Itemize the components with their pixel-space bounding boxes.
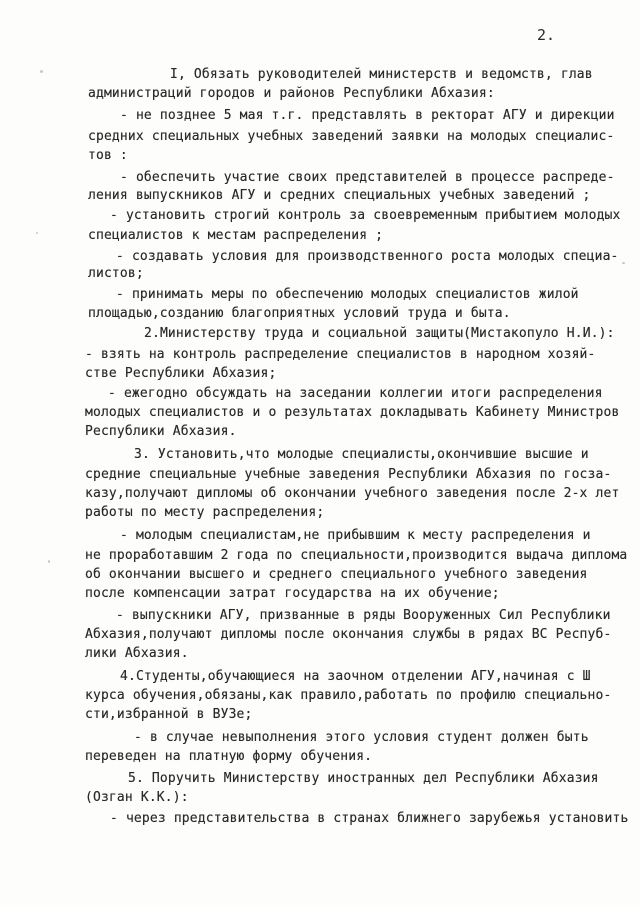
text-line: стве Республики Абхазия; xyxy=(85,366,277,381)
text-line: тов : xyxy=(88,148,128,163)
text-line: (Озган К.К.): xyxy=(85,790,189,805)
text-line: - в случае невыполнения этого условия студент должен быть xyxy=(134,730,589,745)
text-line: площадью,созданию благоприятных условий труда и быта. xyxy=(88,306,511,321)
text-line: - обеспечить участие своих представителей в процессе распреде- xyxy=(120,170,615,185)
text-line: - принимать меры по обеспечению молодых специалистов жилой xyxy=(116,287,579,302)
text-line: Абхазия,получают дипломы после окончания службы в рядах ВС Респуб- xyxy=(85,627,612,642)
text-line: - взять на контроль распределение специалистов в народном хозяй- xyxy=(85,347,596,362)
text-line: I, Обязать руководителей министерств и ведомств, глав xyxy=(170,67,593,82)
text-line: средних специальных учебных заведений заявки на молодых специалис- xyxy=(88,129,615,144)
text-line: об окончании высшего и среднего специального учебного заведения xyxy=(85,567,588,582)
scan-speck xyxy=(40,70,43,73)
text-line: 5. Поручить Министерству иностранных дел Республики Абхазия xyxy=(128,771,599,786)
text-line: - установить строгий контроль за своевременным прибытием молодых xyxy=(110,208,621,223)
text-line: 3. Установить,что молодые специалисты,окончившие высшие и xyxy=(134,447,589,462)
text-line: казу,получают дипломы об окончании учебного заведения после 2-х лет xyxy=(85,486,620,501)
text-line: переведен на платную форму обучения. xyxy=(85,749,373,764)
text-line: - выпускники АГУ, призванные в ряды Вооруженных Сил Республики xyxy=(116,608,611,623)
text-line: средние специальные учебные заведения Республики Абхазия по госза- xyxy=(85,467,612,482)
text-line: молодых специалистов и о результатах докладывать Кабинету Министров xyxy=(85,405,620,420)
text-line: ления выпускников АГУ и средних специальных учебных заведений ; xyxy=(88,188,591,203)
text-line: после компенсации затрат государства на их обучение; xyxy=(85,586,500,601)
text-line: курса обучения,обязаны,как правило,работать по профилю специально- xyxy=(85,688,612,703)
text-line: работы по месту распределения; xyxy=(85,505,325,520)
text-line: специалистов к местам распределения ; xyxy=(88,228,384,243)
page-number: 2. xyxy=(537,26,556,44)
scan-speck xyxy=(622,262,625,264)
text-line: лики Абхазия. xyxy=(85,646,189,661)
text-line: - молодым специалистам,не прибывшим к месту распределения и xyxy=(120,528,591,543)
text-line: администраций городов и районов Республики Абхазия: xyxy=(88,86,495,101)
text-line: 2.Министерству труда и социальной защиты(Мистакопуло Н.И.): xyxy=(144,326,615,341)
text-line: 4.Студенты,обучающиеся на заочном отделении АГУ,начиная с Ш xyxy=(120,669,591,684)
scan-speck xyxy=(48,560,50,563)
text-line: - через представительства в странах ближнего зарубежья установить xyxy=(110,811,629,826)
text-line: - не позднее 5 мая т.г. представлять в ректорат АГУ и дирекции xyxy=(120,108,615,123)
text-line: Республики Абхазия. xyxy=(85,424,237,439)
text-line: листов; xyxy=(88,266,144,281)
text-line: - ежегодно обсуждать на заседании коллегии итоги распределения xyxy=(108,386,603,401)
text-line: - создавать условия для производственного роста молодых специа- xyxy=(116,249,619,264)
text-line: сти,избранной в ВУЗе; xyxy=(85,707,253,722)
text-line: не проработавшим 2 года по специальности,производится выдача диплома xyxy=(85,548,628,563)
scan-speck xyxy=(36,232,38,234)
